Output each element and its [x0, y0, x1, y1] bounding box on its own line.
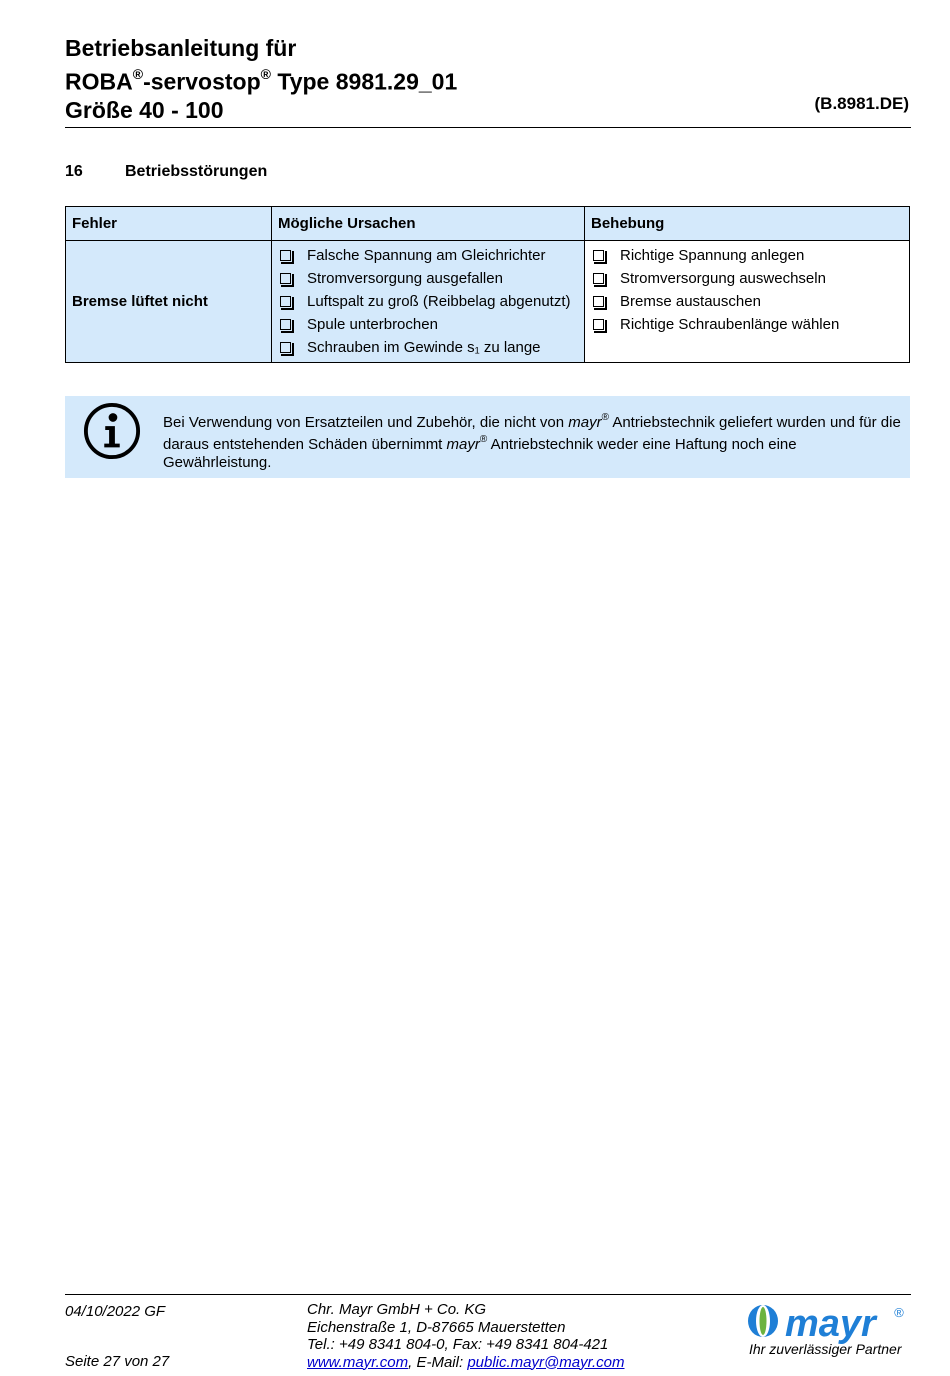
troubleshooting-table: [65, 206, 910, 363]
brand-name: mayr: [568, 414, 602, 431]
street-address: Eichenstraße 1, D-87665 Mauerstetten: [307, 1318, 566, 1336]
info-notice-box: [65, 396, 910, 478]
list-item: [276, 290, 580, 313]
brand-name: mayr: [446, 436, 480, 453]
document-footer: [65, 1294, 911, 1374]
web-email-line: [307, 1354, 625, 1372]
email-label: , E-Mail:: [408, 1353, 468, 1371]
cause-text: Schrauben im Gewinde s₁ zu lange: [307, 339, 541, 356]
product-name-part: ROBA: [65, 68, 133, 95]
checkbox-icon: [593, 273, 604, 284]
info-icon: [83, 402, 141, 460]
registered-mark: ®: [601, 412, 609, 423]
list-item: [589, 244, 905, 267]
remedy-text: Richtige Schraubenlänge wählen: [620, 316, 840, 333]
table-row: [66, 241, 910, 363]
product-type: Type 8981.29_01: [270, 68, 458, 95]
info-text-part: Bei Verwendung von Ersatzteilen und Zubehör, die nicht von: [163, 414, 569, 431]
document-number: (B.8981.DE): [814, 94, 909, 113]
checkbox-icon: [280, 296, 291, 307]
logo-wordmark: mayr: [785, 1303, 876, 1345]
checkbox-icon: [280, 273, 291, 284]
checkbox-icon: [593, 319, 604, 330]
slogan: Ihr zuverlässiger Partner: [749, 1341, 902, 1357]
list-item: [589, 267, 905, 290]
table-header-row: [66, 207, 910, 241]
cause-text: Stromversorgung ausgefallen: [307, 270, 503, 287]
registered-mark: ®: [260, 66, 271, 82]
info-text-part: Antriebstechnik weder eine Haftung noch eine Gewährleistung.: [163, 436, 797, 471]
logo-registered-mark: ®: [894, 1305, 904, 1320]
remedies-cell: [585, 241, 910, 363]
email-link[interactable]: public.mayr@mayr.com: [467, 1353, 625, 1371]
list-item: [276, 313, 580, 336]
remedy-text: Stromversorgung auswechseln: [620, 270, 826, 287]
header-title-line-1: Betriebsanleitung für: [65, 35, 297, 61]
causes-cell: [272, 241, 585, 363]
company-name: Chr. Mayr GmbH + Co. KG: [307, 1301, 487, 1318]
header-title-line-3: Größe 40 - 100: [65, 96, 224, 123]
section-title: Betriebsstörungen: [125, 163, 268, 180]
cause-text: Luftspalt zu groß (Reibbelag abgenutzt): [307, 293, 571, 310]
list-item: [589, 313, 905, 336]
section-heading: [65, 163, 267, 181]
registered-mark: ®: [132, 66, 144, 82]
registered-mark: ®: [479, 434, 488, 445]
cause-text: Spule unterbrochen: [307, 316, 438, 333]
footer-date: 04/10/2022 GF: [65, 1303, 166, 1320]
checkbox-icon: [593, 296, 604, 307]
list-item: [276, 267, 580, 290]
info-text-part: Antriebstechnik geliefert wurden und für die daraus entstehenden Schäden übernimmt: [163, 414, 901, 453]
phone-fax: Tel.: +49 8341 804-0, Fax: +49 8341 804-421: [307, 1336, 609, 1353]
checkbox-icon: [280, 319, 291, 330]
remedy-text: Bremse austauschen: [620, 293, 761, 310]
column-header-ursachen: Mögliche Ursachen: [272, 207, 585, 241]
checkbox-icon: [280, 342, 291, 353]
website-link[interactable]: www.mayr.com: [307, 1353, 409, 1371]
mayr-logo: [747, 1303, 912, 1373]
company-address: [307, 1301, 625, 1371]
list-item: [276, 336, 580, 359]
info-text: [163, 410, 903, 472]
fault-cell: Bremse lüftet nicht: [66, 241, 272, 363]
remedy-text: Richtige Spannung anlegen: [620, 247, 805, 264]
document-header: [65, 34, 911, 128]
column-header-fehler: Fehler: [66, 207, 272, 241]
column-header-behebung: Behebung: [585, 207, 910, 241]
product-name-part: -servostop: [143, 68, 261, 95]
section-number: 16: [65, 163, 83, 180]
list-item: [276, 244, 580, 267]
list-item: [589, 290, 905, 313]
cause-text: Falsche Spannung am Gleichrichter: [307, 247, 546, 264]
header-title-line-2: [65, 62, 911, 96]
page-number: Seite 27 von 27: [65, 1353, 170, 1370]
checkbox-icon: [593, 250, 604, 261]
checkbox-icon: [280, 250, 291, 261]
